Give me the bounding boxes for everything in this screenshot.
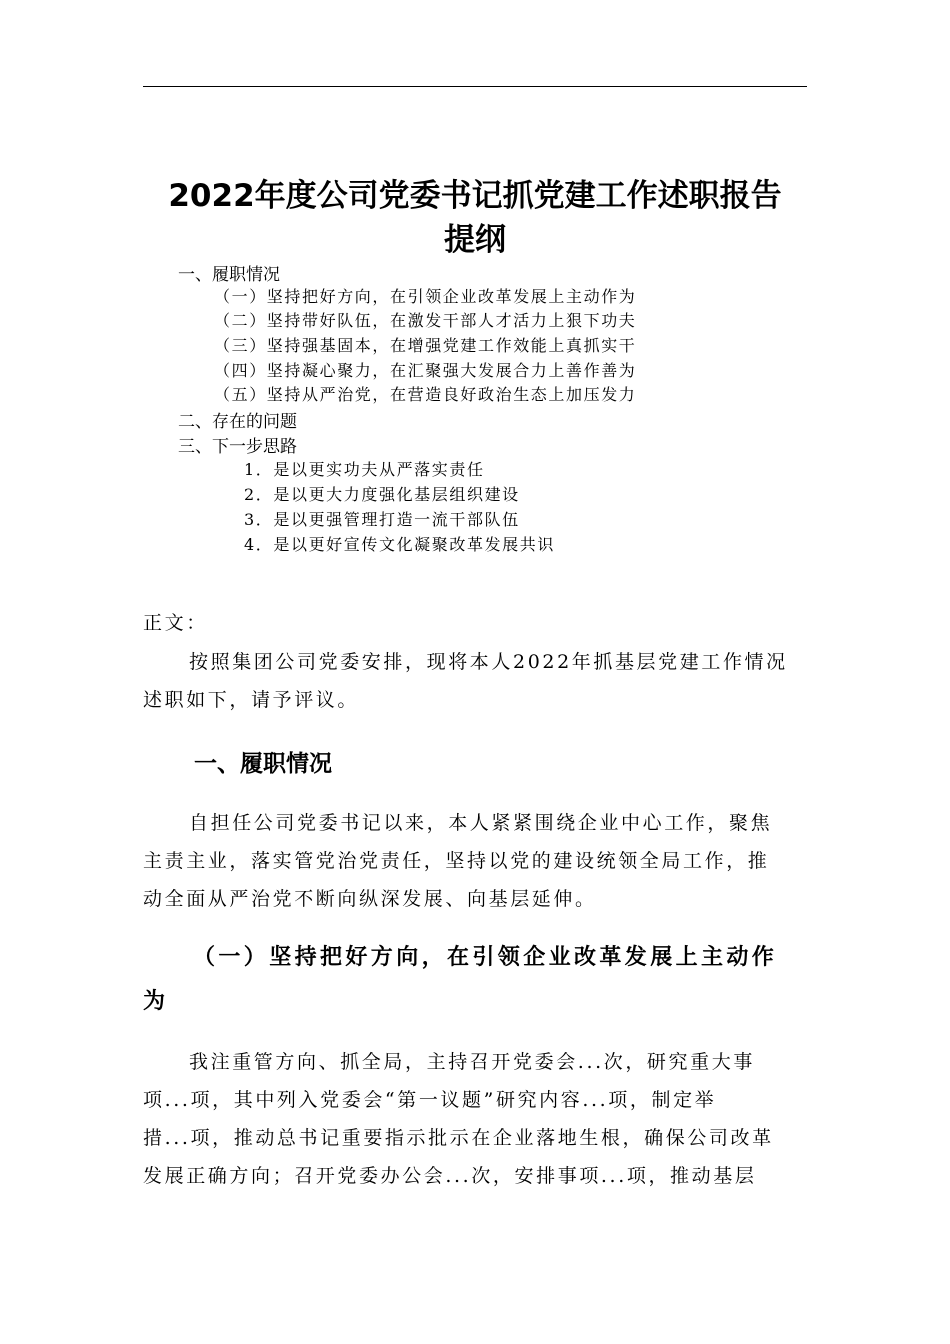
outline-step-2: 2．是以更大力度强化基层组织建设 xyxy=(244,485,520,504)
subsection1-line-4: 发展正确方向；召开党委办公会...次，安排事项...项，推动基层 xyxy=(143,1165,757,1187)
outline-step-4: 4．是以更好宣传文化凝聚改革发展共识 xyxy=(244,535,555,554)
document-title-line2: 提纲 xyxy=(444,222,506,258)
subsection1-heading xyxy=(143,936,807,1024)
subsection1-paragraph xyxy=(143,1043,807,1195)
section1-line-3: 动全面从严治党不断向纵深发展、向基层延伸。 xyxy=(143,888,597,910)
outline-step-1: 1．是以更实功夫从严落实责任 xyxy=(244,460,485,479)
subsection1-line-3: 措...项，推动总书记重要指示批示在企业落地生根，确保公司改革 xyxy=(143,1127,774,1149)
outline-item-5: （五）坚持从严治党，在营造良好政治生态上加压发力 xyxy=(214,385,637,404)
outline-heading-3: 三、下一步思路 xyxy=(178,437,297,457)
subsection1-line-1: 我注重管方向、抓全局，主持召开党委会...次，研究重大事 xyxy=(189,1051,755,1073)
outline-item-3: （三）坚持强基固本，在增强党建工作效能上真抓实干 xyxy=(214,336,637,355)
subsection1-heading-line-1: （一）坚持把好方向，在引领企业改革发展上主动作 xyxy=(193,945,778,970)
section1-line-1: 自担任公司党委书记以来，本人紧紧围绕企业中心工作，聚焦 xyxy=(189,812,773,834)
section1-paragraph xyxy=(143,804,807,918)
outline-heading-2: 二、存在的问题 xyxy=(178,412,297,432)
outline-item-1: （一）坚持把好方向，在引领企业改革发展上主动作为 xyxy=(214,287,637,306)
subsection1-heading-line-2: 为 xyxy=(143,989,169,1014)
section1-heading: 一、履职情况 xyxy=(194,751,332,777)
header-rule xyxy=(143,86,807,87)
outline-item-4: （四）坚持凝心聚力，在汇聚强大发展合力上善作善为 xyxy=(214,361,637,380)
intro-line-1: 按照集团公司党委安排，现将本人2022年抓基层党建工作情况 xyxy=(189,651,788,673)
body-label: 正文： xyxy=(143,612,208,634)
outline-item-2: （二）坚持带好队伍，在激发干部人才活力上狠下功夫 xyxy=(214,311,637,330)
outline-heading-1: 一、履职情况 xyxy=(178,265,280,285)
outline-step-3: 3．是以更强管理打造一流干部队伍 xyxy=(244,510,520,529)
subsection1-line-2: 项...项，其中列入党委会“第一议题”研究内容...项，制定举 xyxy=(143,1089,717,1111)
intro-line-2: 述职如下，请予评议。 xyxy=(143,689,360,711)
intro-paragraph xyxy=(143,643,807,719)
document-title-line1: 2022年度公司党委书记抓党建工作述职报告 xyxy=(168,178,782,214)
section1-line-2: 主责主业，落实管党治党责任，坚持以党的建设统领全局工作，推 xyxy=(143,850,770,872)
